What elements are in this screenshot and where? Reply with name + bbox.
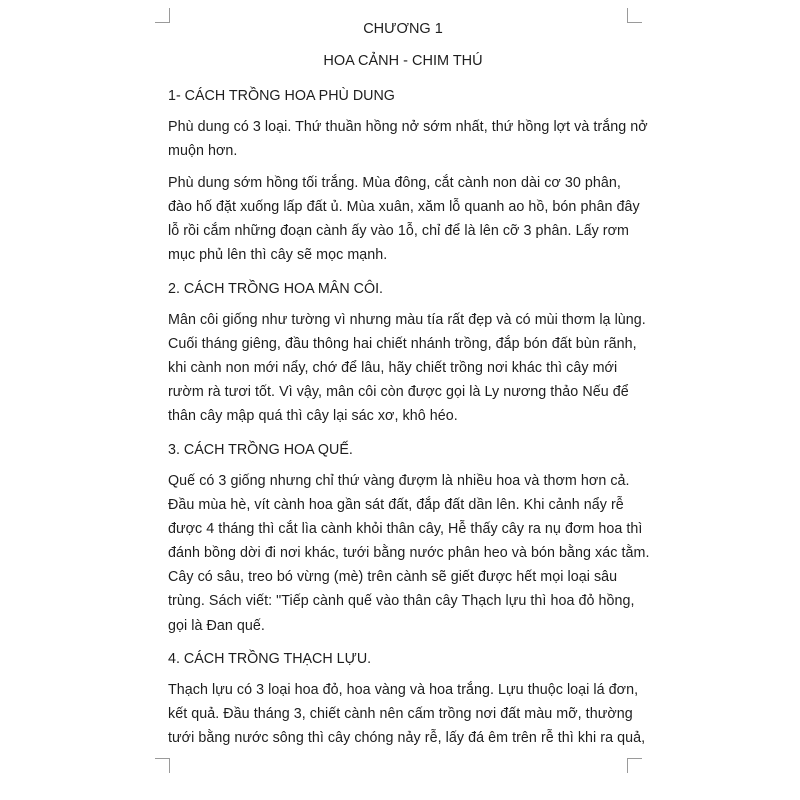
text-line: Phù dung có 3 loại. Thứ thuần hồng nở sớm nhất, thứ hồng lợt và trắng nở: [168, 119, 648, 135]
section-heading: 4. CÁCH TRỒNG THẠCH LỰU.: [168, 651, 372, 667]
text-line: được 4 tháng thì cắt lìa cành khỏi thân cây, Hễ thấy cây ra nụ đơm hoa thì: [168, 521, 643, 538]
paragraph: [168, 308, 646, 428]
text-line: Quế có 3 giống nhưng chỉ thứ vàng đượm là nhiều hoa và thơm hơn cả.: [168, 473, 630, 489]
text-line: Đầu mùa hè, vít cành hoa gần sát đất, đắp đất dần lên. Khi cảnh nẩy rễ: [168, 497, 624, 514]
text-line: Cây có sâu, treo bó vừng (mè) trên cành sẽ giết được hết mọi loại sâu: [168, 569, 618, 586]
section-heading: 1- CÁCH TRỒNG HOA PHÙ DUNG: [168, 88, 395, 104]
text-line: Cuối tháng giêng, đầu thông hai chiết nhánh trồng, đắp bón đất bùn rãnh,: [168, 336, 637, 353]
chapter-subtitle: HOA CẢNH - CHIM THÚ: [323, 53, 483, 69]
text-line: gọi là Đan quế.: [168, 617, 265, 634]
paragraph: [168, 115, 648, 163]
text-line: kết quả. Đầu tháng 3, chiết cành nên cấm trồng nơi đất màu mỡ, thường: [168, 706, 633, 723]
paragraph: [168, 678, 646, 750]
chapter-title: CHƯƠNG 1: [363, 21, 443, 37]
text-line: Thạch lựu có 3 loại hoa đỏ, hoa vàng và hoa trắng. Lựu thuộc loại lá đơn,: [168, 682, 639, 698]
text-line: đào hố đặt xuống lấp đất ủ. Mùa xuân, xăm lỗ quanh ao hồ, bón phân đây: [168, 199, 640, 216]
text-line: mục phủ lên thì cây sẽ mọc mạnh.: [168, 247, 388, 264]
paragraph: [168, 171, 638, 267]
text-line: muộn hơn.: [168, 143, 238, 160]
text-line: đánh bồng dời đi nơi khác, tưới bằng nước phân heo và bón bằng xác tằm.: [168, 545, 650, 562]
text-line: tưới bằng nước sông thì cây chóng nảy rễ, lấy đá êm trên rễ thì khi ra quả,: [168, 730, 646, 747]
section-heading: 2. CÁCH TRỒNG HOA MÂN CÔI.: [168, 281, 384, 297]
text-line: Phù dung sớm hồng tối trắng. Mùa đông, cắt cành non dài cơ 30 phân,: [168, 175, 621, 191]
section-heading: 3. CÁCH TRỒNG HOA QUẾ.: [168, 442, 353, 458]
text-line: lỗ rồi cắm những đoạn cành ấy vào 1ỗ, chỉ để là lên cỡ 3 phân. Lấy rơm: [168, 223, 629, 240]
text-line: khi cành non mới nẩy, chớ để lâu, hãy chiết trồng nơi khác thì cây mới: [168, 360, 618, 377]
text-line: rườm rà tươi tốt. Vì vậy, mân côi còn được gọi là Ly nương thảo Nếu để: [168, 384, 629, 401]
text-line: trùng. Sách viết: "Tiếp cành quế vào thân cây Thạch lựu thì hoa đỏ hồng,: [168, 593, 635, 610]
paragraph: [168, 469, 650, 638]
document-page: [168, 0, 650, 800]
text-line: Mân côi giống như tường vì nhưng màu tía rất đẹp và có mùi thơm lạ lùng.: [168, 312, 646, 328]
text-line: thân cây mập quá thì cây lại sác xơ, khô héo.: [168, 408, 458, 425]
